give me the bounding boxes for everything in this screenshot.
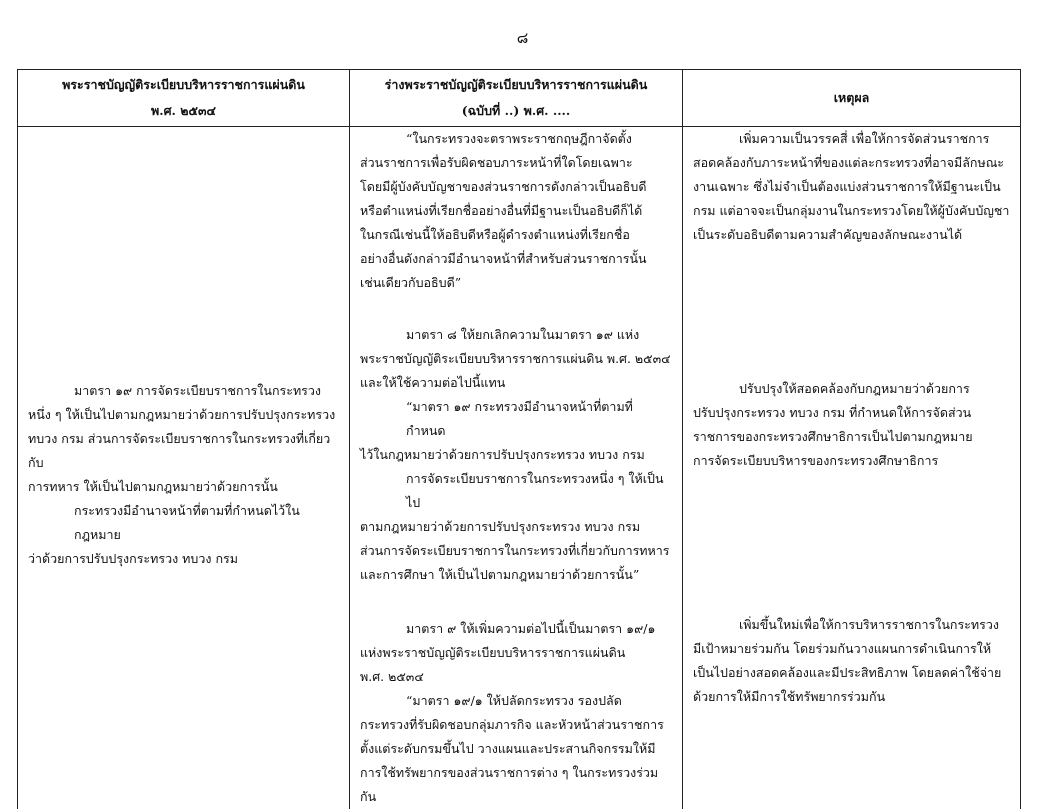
header-current-law-line1: พระราชบัญญัติระเบียบบริหารราชการแผ่นดิน — [28, 72, 339, 98]
section-19-text: มาตรา ๑๙ การจัดระเบียบราชการในกระทรวง หนึ่ง ๆ ให้เป็นไปตามกฎหมายว่าด้วยการปรับปรุงกระทรวง ทบวง กรม ส่วนการจัดระเบียบราชการในกระทรวงที่เกี่ยวกับ การทหาร ให้เป็นไปตามกฎหมายว่าด้วยการนั้น กระทรวงมีอำนาจหน้าที่ตามที่กำหนดไว้ในกฎหมาย ว่าด้วยการปรับปรุงกระทรวง ทบวง กรม — [28, 379, 339, 571]
header-reason — [683, 70, 1021, 127]
header-draft-law-line2: (ฉบับที่ ..) พ.ศ. .... — [360, 98, 672, 124]
section-9-text: มาตรา ๙ ให้เพิ่มความต่อไปนี้เป็นมาตรา ๑๙/๑ แห่งพระราชบัญญัติระเบียบบริหารราชการแผ่นดิน พ.ศ. ๒๕๓๔ — [360, 617, 672, 689]
header-reason-label: เหตุผล — [693, 85, 1010, 111]
quote-section-19: “มาตรา ๑๙ กระทรวงมีอำนาจหน้าที่ตามที่กำหนด ไว้ในกฎหมายว่าด้วยการปรับปรุงกระทรวง ทบวง กรม การจัดระเบียบราชการในกระทรวงหนึ่ง ๆ ให้เป็นไป ตามกฎหมายว่าด้วยการปรับปรุงกระทรวง ทบวง กรม ส่วนการจัดระเบียบราชการในกระทรวงที่เกี่ยวกับการทหาร และการศึกษา ให้เป็นไปตามกฎหมายว่าด้วยการนั้น” — [360, 395, 672, 587]
header-draft-law — [350, 70, 683, 127]
quote-royal-decree: “ในกระทรวงจะตราพระราชกฤษฎีกาจัดตั้ง ส่วนราชการเพื่อรับผิดชอบภาระหน้าที่ใดโดยเฉพาะ โดยมีผู้บังคับบัญชาของส่วนราชการดังกล่าวเป็นอธิบดี หรือตำแหน่งที่เรียกชื่ออย่างอื่นที่มีฐานะเป็นอธิบดีก็ได้ ในกรณีเช่นนี้ให้อธิบดีหรือผู้ดำรงตำแหน่งที่เรียกชื่อ อย่างอื่นดังกล่าวมีอำนาจหน้าที่สำหรับส่วนราชการนั้น เช่นเดียวกับอธิบดี” — [360, 127, 672, 295]
reason-1: เพิ่มความเป็นวรรคสี่ เพื่อให้การจัดส่วนราชการ สอดคล้องกับภาระหน้าที่ของแต่ละกระทรวงที่อาจมีลักษณะ งานเฉพาะ ซึ่งไม่จำเป็นต้องแบ่งส่วนราชการให้มีฐานะเป็น กรม แต่อาจจะเป็นกลุ่มงานในกระทรวงโดยให้ผู้บังคับบัญชา เป็นระดับอธิบดีตามความสำคัญของลักษณะงานได้ — [693, 127, 1010, 247]
content-row — [18, 127, 1021, 809]
reason-3: เพิ่มขึ้นใหม่เพื่อให้การบริหารราชการในกระทรวง มีเป้าหมายร่วมกัน โดยร่วมกันวางแผนการดำเนินการให้ เป็นไปอย่างสอดคล้องและมีประสิทธิภาพ โดยลดค่าใช้จ่าย ด้วยการให้มีการใช้ทรัพยากรร่วมกัน — [693, 613, 1010, 709]
current-law-cell — [18, 127, 350, 809]
header-draft-law-line1: ร่างพระราชบัญญัติระเบียบบริหารราชการแผ่นดิน — [360, 72, 672, 98]
comparison-table — [17, 69, 1021, 809]
section-8-text: มาตรา ๘ ให้ยกเลิกความในมาตรา ๑๙ แห่ง พระราชบัญญัติระเบียบบริหารราชการแผ่นดิน พ.ศ. ๒๕๓๔ และให้ใช้ความต่อไปนี้แทน — [360, 323, 672, 395]
header-current-law — [18, 70, 350, 127]
header-current-law-line2: พ.ศ. ๒๕๓๔ — [28, 98, 339, 124]
draft-law-cell — [350, 127, 683, 809]
reason-2: ปรับปรุงให้สอดคล้องกับกฎหมายว่าด้วยการ ปรับปรุงกระทรวง ทบวง กรม ที่กำหนดให้การจัดส่วน ราชการของกระทรวงศึกษาธิการเป็นไปตามกฎหมาย การจัดระเบียบบริหารของกระทรวงศึกษาธิการ — [693, 377, 1010, 473]
reason-cell — [683, 127, 1021, 809]
page-number: ๘ — [0, 26, 1045, 50]
header-row — [18, 70, 1021, 127]
quote-section-19-1: “มาตรา ๑๙/๑ ให้ปลัดกระทรวง รองปลัด กระทรวงที่รับผิดชอบกลุ่มภารกิจ และหัวหน้าส่วนราชการ ตั้งแต่ระดับกรมขึ้นไป วางแผนและประสานกิจกรรมให้มี การใช้ทรัพยากรของส่วนราชการต่าง ๆ ในกระทรวงร่วมกัน — [360, 689, 672, 809]
